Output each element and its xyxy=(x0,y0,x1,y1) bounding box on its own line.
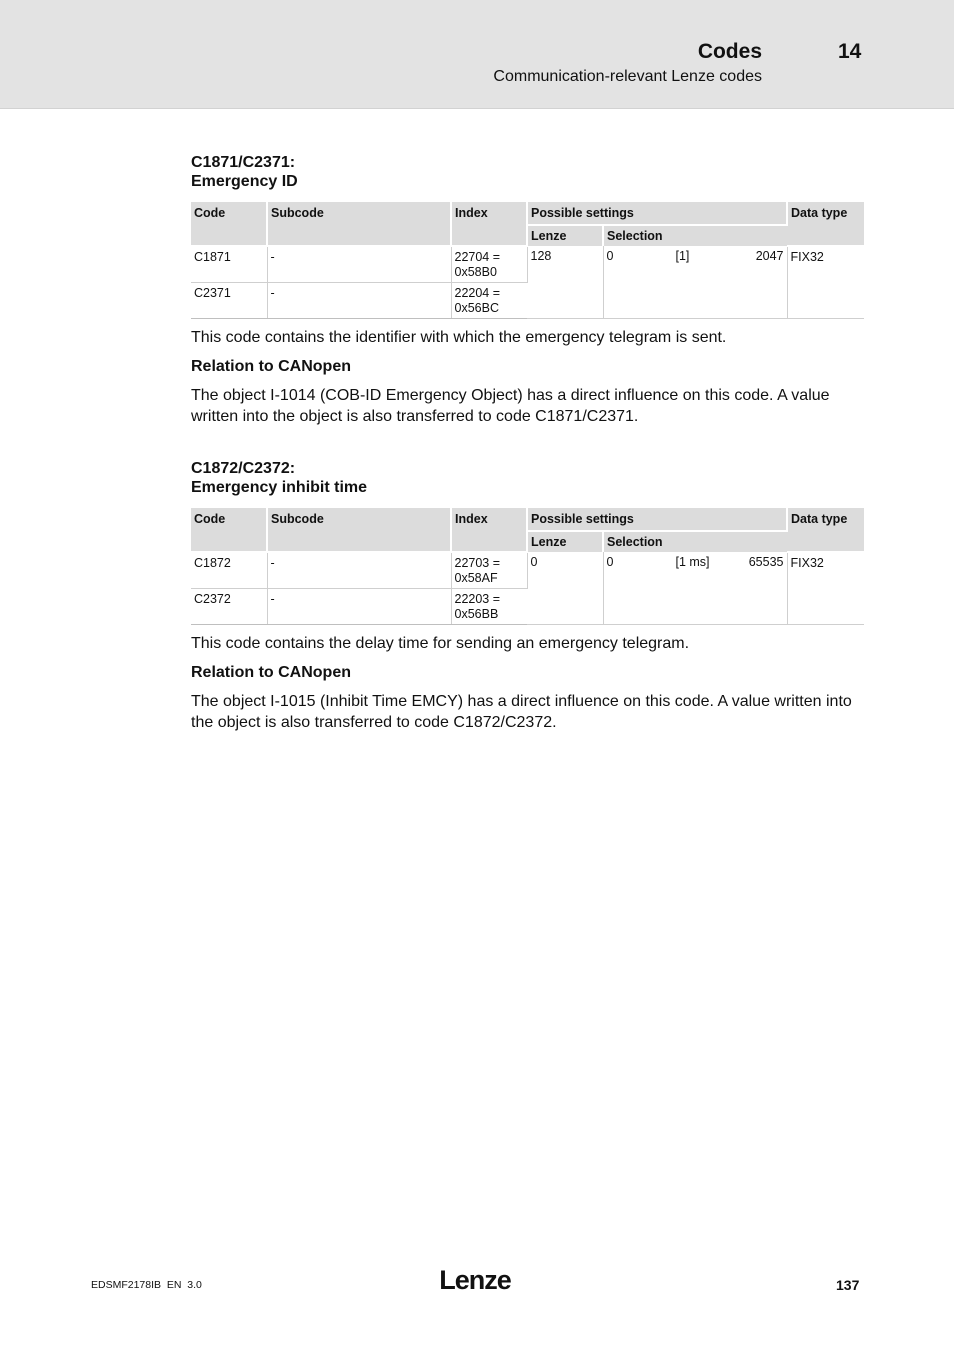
lenze-logo-text: Lenze xyxy=(439,1265,511,1295)
section-name: Emergency ID xyxy=(191,173,298,190)
selection-step: [1 ms] xyxy=(675,555,710,569)
section-title xyxy=(191,459,864,497)
selection-min: 0 xyxy=(606,249,614,263)
cell-data-type: FIX32 xyxy=(787,552,864,625)
section-title xyxy=(191,153,864,191)
header-title: Codes xyxy=(697,40,762,63)
cell-code: C1871 xyxy=(191,246,267,283)
header-selection: Selection xyxy=(603,531,787,552)
cell-subcode: - xyxy=(267,589,451,625)
header-possible-settings: Possible settings xyxy=(527,508,787,531)
selection-max: 2047 xyxy=(755,249,784,263)
index-decimal: 22203 = xyxy=(454,592,501,606)
index-decimal: 22703 = xyxy=(454,556,501,570)
cell-subcode: - xyxy=(267,283,451,319)
section-code-label: C1871/C2371: xyxy=(191,154,296,171)
cell-index xyxy=(451,552,527,589)
relation-text: The object I-1014 (COB-ID Emergency Object) has a direct influence on this code. A value written into the object is also transferred to code C1871/C2371. xyxy=(191,387,830,425)
header-possible-settings: Possible settings xyxy=(527,202,787,225)
cell-code: C2372 xyxy=(191,589,267,625)
header-index: Index xyxy=(451,508,527,552)
section-code-label: C1872/C2372: xyxy=(191,460,296,477)
cell-selection xyxy=(603,246,787,319)
main-content xyxy=(191,153,864,733)
header-data-type: Data type xyxy=(787,508,864,552)
index-decimal: 22204 = xyxy=(454,286,501,300)
relation-heading: Relation to CANopen xyxy=(191,358,351,375)
index-hex: 0x58B0 xyxy=(454,265,497,279)
header-subcode: Subcode xyxy=(267,202,451,246)
cell-code: C1872 xyxy=(191,552,267,589)
table-row xyxy=(191,246,864,283)
header-lenze: Lenze xyxy=(527,225,603,246)
section-description: This code contains the delay time for sending an emergency telegram. xyxy=(191,635,690,652)
index-decimal: 22704 = xyxy=(454,250,501,264)
section-emergency-id xyxy=(191,153,864,427)
cell-subcode: - xyxy=(267,552,451,589)
header-index: Index xyxy=(451,202,527,246)
table-row xyxy=(191,552,864,589)
header-subtitle: Communication-relevant Lenze codes xyxy=(493,68,762,85)
relation-heading: Relation to CANopen xyxy=(191,664,351,681)
selection-step: [1] xyxy=(675,249,690,263)
cell-code: C2371 xyxy=(191,283,267,319)
cell-lenze-default: 0 xyxy=(527,552,603,625)
code-table xyxy=(191,508,864,625)
document-id: EDSMF2178IB EN 3.0 xyxy=(91,1279,202,1291)
index-hex: 0x56BB xyxy=(454,607,499,621)
cell-subcode: - xyxy=(267,246,451,283)
header-subcode: Subcode xyxy=(267,508,451,552)
selection-max: 65535 xyxy=(748,555,784,569)
section-name: Emergency inhibit time xyxy=(191,479,368,496)
section-description: This code contains the identifier with which the emergency telegram is sent. xyxy=(191,329,727,346)
index-hex: 0x56BC xyxy=(454,301,499,315)
page-header xyxy=(0,0,954,109)
cell-data-type: FIX32 xyxy=(787,246,864,319)
section-emergency-inhibit-time xyxy=(191,459,864,733)
cell-lenze-default: 128 xyxy=(527,246,603,319)
page-number: 137 xyxy=(836,1277,860,1293)
cell-index xyxy=(451,589,527,625)
relation-text: The object I-1015 (Inhibit Time EMCY) has a direct influence on this code. A value written into the object is also transferred to code C1872/C2372. xyxy=(191,693,852,731)
cell-selection xyxy=(603,552,787,625)
index-hex: 0x58AF xyxy=(454,571,498,585)
lenze-logo xyxy=(436,1264,514,1296)
selection-min: 0 xyxy=(606,555,614,569)
chapter-number: 14 xyxy=(838,40,862,63)
header-code: Code xyxy=(191,202,267,246)
header-data-type: Data type xyxy=(787,202,864,246)
cell-index xyxy=(451,283,527,319)
header-lenze: Lenze xyxy=(527,531,603,552)
code-table xyxy=(191,202,864,319)
header-selection: Selection xyxy=(603,225,787,246)
header-code: Code xyxy=(191,508,267,552)
cell-index xyxy=(451,246,527,283)
